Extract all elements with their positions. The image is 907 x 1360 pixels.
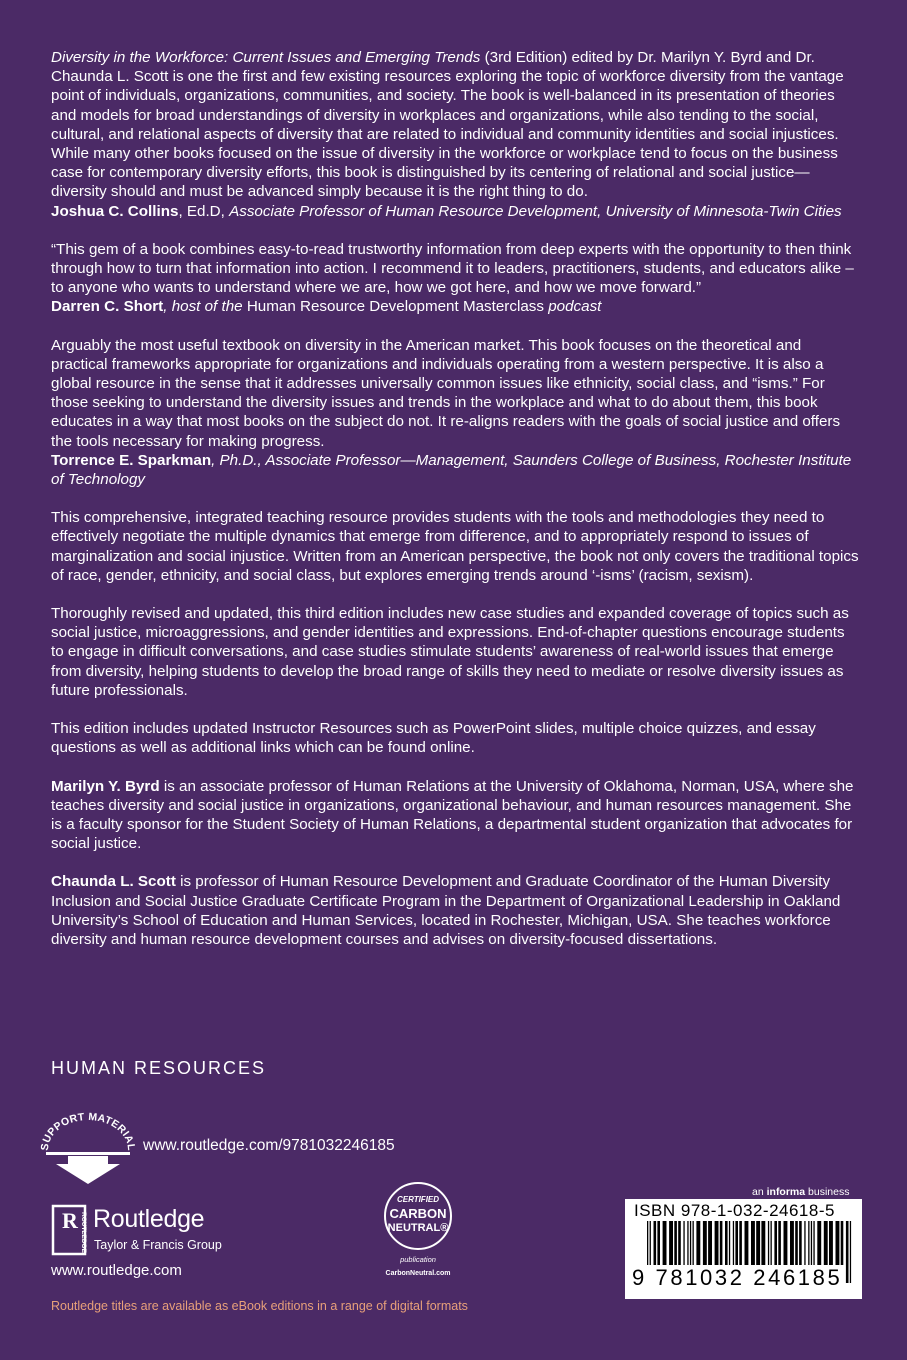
podcast-name: Human Resource Development Masterclass (246, 298, 544, 316)
blurb-text: Arguably the most useful textbook on diversity in the American market. This book focuses on the theoretical and practical frameworks appropriate for organizations and individuals operating from a western perspective. It is also a global resource in the sense that it addresses universally common issues like ethnicity, social class, and “isms.” For those seeking to understand the diversity issues and trends in the workplace and what to do about them, this book educates in a way that most books on the subject do not. It re-aligns readers with the goals of social justice and offers the tools necessary for making progress. (51, 336, 841, 450)
endorser-name: Darren C. Short (51, 298, 164, 316)
author-bio-scott (51, 872, 861, 949)
carbon-certified-text: CERTIFIED (396, 1195, 440, 1204)
barcode-bar (846, 1221, 849, 1283)
book-title: Diversity in the Workforce: Current Issues and Emerging Trends (51, 49, 481, 66)
endorser-role: Associate Professor of Human Resource Development, University of Minnesota-Twin Cities (229, 202, 842, 220)
blurb-sparkman (51, 336, 861, 451)
back-cover-text (51, 48, 861, 949)
routledge-logo-icon (51, 1204, 87, 1256)
subject-category: HUMAN RESOURCES (51, 1058, 267, 1078)
logo-word: ROUTLEDGE (80, 1212, 87, 1253)
informa-suffix: business (805, 1186, 850, 1198)
description-paragraph: This edition includes updated Instructor Resources such as PowerPoint slides, multiple choice quizzes, and essay questions as well as additional links which can be found online. (51, 720, 816, 757)
support-badge-text: SUPPORT MATERIAL (38, 1112, 138, 1152)
author-bio: is professor of Human Resource Development and Graduate Coordinator of the Human Diversity Inclusion and Social Justice Graduate Certificate Program in the Department of Organizational Leadership in Oakland University’s School of Education and Human Services, located in Rochester, Michigan, USA. She teaches workforce diversity and human resource development courses and advises on diversity-focused dissertations. (51, 873, 841, 948)
author-bio-byrd (51, 777, 861, 854)
endorser-name: Torrence E. Sparkman (51, 451, 212, 469)
informa-business-label (752, 1186, 849, 1198)
carbon-word-text: CARBON (389, 1206, 447, 1221)
logo-letter: R (62, 1208, 78, 1233)
blurb-text: (3rd Edition) edited by Dr. Marilyn Y. Byrd and Dr. Chaunda L. Scott is one the first and few existing resources exploring the topic of workforce diversity from the vantage point of individuals, organizations, communities, and society. The book is well-balanced in its presentation of theories and models for broad understandings of diversity in workplaces and organizations, while also tending to the social, cultural, and relational aspects of diversity that are related to individual and community identities and social injustices. While many other books focused on the issue of diversity in the workforce or workplace tend to focus on the business case for contemporary diversity efforts, this book is distinguished by its centering of relational and social justice—diversity should and must be advanced simply because it is the right thing to do. (51, 49, 844, 201)
endorser-role: , Ph.D., Associate Professor—Management, Saunders College of Business, Rochester Institute of Technology (51, 451, 852, 489)
svg-text:SUPPORT MATERIAL (39, 1112, 137, 1151)
barcode-bar (850, 1221, 851, 1283)
ebook-note: Routledge titles are available as eBook editions in a range of digital formats (51, 1299, 468, 1313)
author-bio: is an associate professor of Human Relations at the University of Oklahoma, Norman, USA, where she teaches diversity and social justice in organizations, organizational behaviour, and human resources management. She is a faculty sponsor for the Student Society of Human Relations, a departmental student organization that advocates for social justice. (51, 777, 854, 853)
informa-brand: informa (766, 1186, 806, 1198)
attribution-collins (51, 202, 861, 221)
carbon-neutral-icon (376, 1180, 460, 1280)
carbon-site-text: CarbonNeutral.com (385, 1270, 451, 1277)
publisher-name: Routledge (93, 1205, 205, 1233)
author-name: Marilyn Y. Byrd (51, 777, 160, 795)
support-material-icon (38, 1112, 138, 1184)
endorser-role-suffix: podcast (543, 298, 602, 316)
carbon-neutral-text: NEUTRAL® (387, 1222, 449, 1234)
publisher-group: Taylor & Francis Group (94, 1238, 222, 1252)
endorser-name: Joshua C. Collins (51, 202, 179, 220)
blurb-short (51, 240, 861, 298)
author-name: Chaunda L. Scott (51, 873, 176, 891)
blurb-text: “This gem of a book combines easy-to-read trustworthy information from deep experts with the opportunity to then think through how to turn that information into action. I recommend it to leaders, practitioners, students, and educators alike – to anyone who wants to understand where we are, how we got here, and how we move forward.” (51, 240, 854, 297)
description-paragraph: This comprehensive, integrated teaching resource provides students with the tools and methodologies they need to effectively negotiate the multiple dynamics that emerge from difference, and to appropriately respond to issues of marginalization and social injustice. Written from an American perspective, the book not only covers the traditional topics of race, gender, ethnicity, and social class, but explores emerging trends around ‘-isms’ (racism, sexism). (51, 509, 859, 584)
carbon-publication-text: publication (400, 1255, 436, 1264)
support-url-link[interactable]: www.routledge.com/9781032246185 (143, 1137, 395, 1154)
endorser-role: , host of the (163, 298, 247, 316)
isbn-label: ISBN 978-1-032-24618-5 (634, 1201, 835, 1220)
attribution-short (51, 297, 861, 316)
publisher-url-link[interactable]: www.routledge.com (51, 1262, 182, 1279)
informa-prefix: an (752, 1186, 767, 1198)
endorser-degree: , Ed.D, (178, 202, 230, 220)
description-paragraph: Thoroughly revised and updated, this third edition includes new case studies and expanded coverage of topics such as social justice, microaggressions, and gender identities and expressions. End-of-chapter questions encourage students to engage in difficult conversations, and case studies stimulate students’ awareness of real-world issues that emerge from diversity, helping students to develop the broad range of skills they need to mediate or resolve diversity issues as future professionals. (51, 605, 849, 699)
blurb-collins (51, 48, 861, 202)
attribution-sparkman (51, 451, 861, 489)
isbn-barcode (625, 1199, 862, 1299)
barcode-digits: 9 781032 246185 (632, 1265, 843, 1290)
